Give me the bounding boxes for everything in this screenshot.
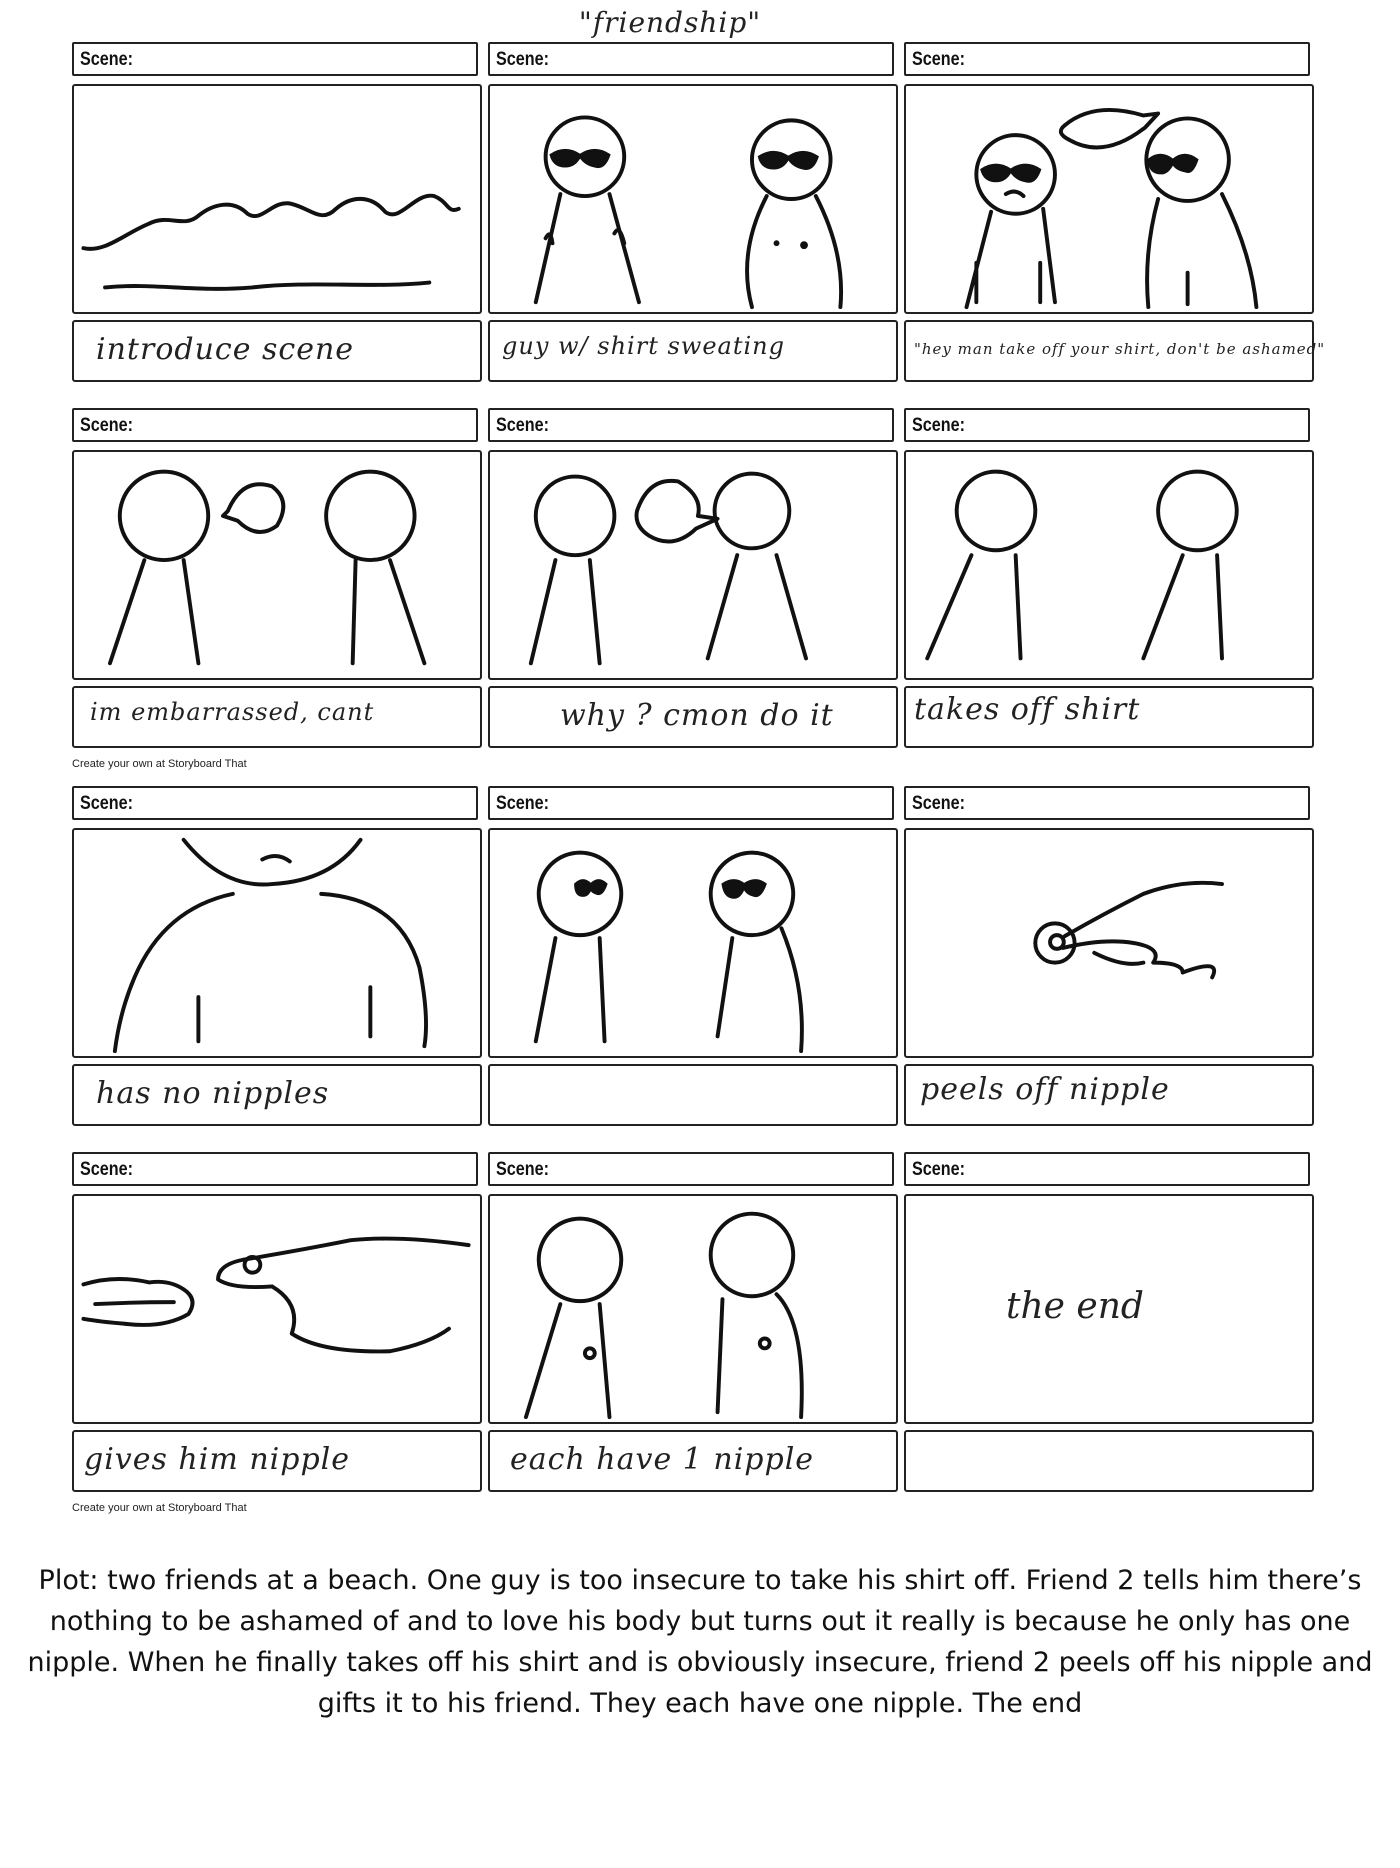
scene-label: Scene: bbox=[72, 408, 478, 442]
caption-box: introduce scene bbox=[72, 320, 482, 382]
caption-box: guy w/ shirt sweating bbox=[488, 320, 898, 382]
panel-hands-passing-drawing bbox=[72, 1194, 482, 1424]
scene-label: Scene: bbox=[72, 786, 478, 820]
scene-label: Scene: bbox=[904, 408, 1310, 442]
caption-box: each have 1 nipple bbox=[488, 1430, 898, 1492]
storyboard-credit: Create your own at Storyboard That bbox=[72, 1502, 247, 1514]
caption-box: "hey man take off your shirt, don't be ashamed" bbox=[904, 320, 1314, 382]
scene-label: Scene: bbox=[488, 408, 894, 442]
panel-two-figures-talking-drawing bbox=[904, 84, 1314, 314]
panel-two-figures-sunglasses-drawing bbox=[488, 828, 898, 1058]
scene-label: Scene: bbox=[488, 1152, 894, 1186]
panel-torso-closeup-drawing bbox=[72, 828, 482, 1058]
scene-label: Scene: bbox=[904, 786, 1310, 820]
caption-box bbox=[488, 1064, 898, 1126]
plot-summary: Plot: two friends at a beach. One guy is too insecure to take his shirt off. Friend 2 tells him there’s nothing to be ashamed of and to love his body but turns out it really is because he only has one nipple. When he finally takes off his shirt and is obviously insecure, friend 2 peels off his nipple and gifts it to his friend. They each have one nipple. The end bbox=[27, 1565, 1373, 1719]
panel-the-end bbox=[904, 1194, 1314, 1424]
caption-box: why ? cmon do it bbox=[488, 686, 898, 748]
caption-box: peels off nipple bbox=[904, 1064, 1314, 1126]
caption-box: im embarrassed, cant bbox=[72, 686, 482, 748]
storyboard-row-2 bbox=[72, 406, 1316, 751]
storyboard-row-3 bbox=[72, 784, 1316, 1129]
caption-box: has no nipples bbox=[72, 1064, 482, 1126]
scene-label: Scene: bbox=[904, 1152, 1310, 1186]
caption-box: gives him nipple bbox=[72, 1430, 482, 1492]
panel-two-figures-sunglasses-drawing bbox=[488, 84, 898, 314]
caption-box: takes off shirt bbox=[904, 686, 1314, 748]
scene-label: Scene: bbox=[488, 786, 894, 820]
storyboard-title: "friendship" bbox=[578, 6, 762, 39]
storyboard-row-4 bbox=[72, 1150, 1316, 1495]
the-end-text: the end bbox=[1006, 1286, 1144, 1327]
caption-box bbox=[904, 1430, 1314, 1492]
scene-label: Scene: bbox=[904, 42, 1310, 76]
panel-two-figures-speech-drawing bbox=[72, 450, 482, 680]
panel-waves-drawing bbox=[72, 84, 482, 314]
storyboard-row-1 bbox=[72, 40, 1326, 385]
scene-label: Scene: bbox=[72, 1152, 478, 1186]
panel-two-figures-speech-drawing bbox=[488, 450, 898, 680]
panel-two-figures-nipple-drawing bbox=[488, 1194, 898, 1424]
scene-label: Scene: bbox=[488, 42, 894, 76]
scene-label: Scene: bbox=[72, 42, 478, 76]
panel-hand-nipple-drawing bbox=[904, 828, 1314, 1058]
panel-two-figures-drawing bbox=[904, 450, 1314, 680]
storyboard-credit: Create your own at Storyboard That bbox=[72, 758, 247, 770]
